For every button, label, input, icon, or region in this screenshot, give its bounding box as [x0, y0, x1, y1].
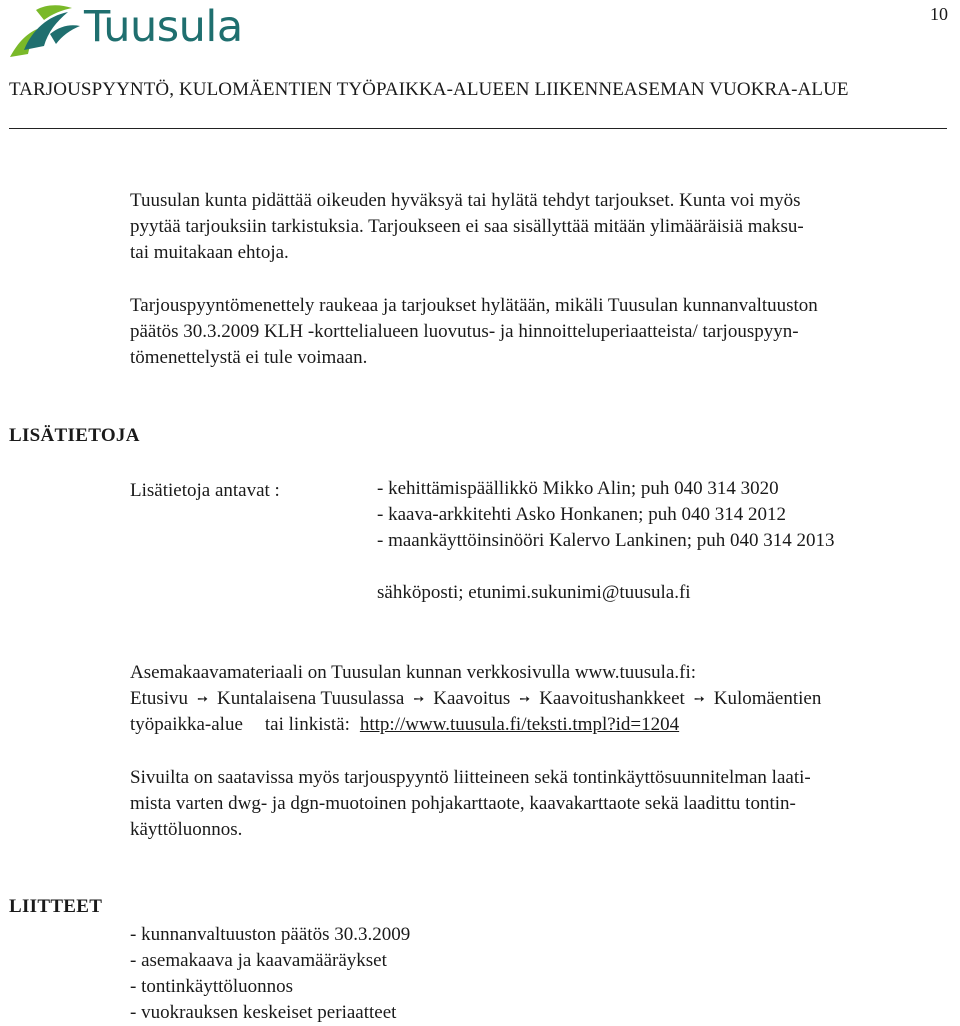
right-arrow-icon: ➙ [519, 692, 531, 707]
document-title: TARJOUSPYYNTÖ, KULOMÄENTIEN TYÖPAIKKA-ALUEEN LIIKENNEASEMAN VUOKRA-ALUE [9, 79, 849, 100]
extra-para-line1: Sivuilta on saatavissa myös tarjouspyyntö liitteineen sekä tontinkäyttösuunnitelman laati- [130, 767, 811, 788]
nav-path-kaavoitushankkeet: Kaavoitushankkeet [539, 688, 685, 709]
extra-para-line3: käyttöluonnos. [130, 819, 243, 840]
right-arrow-icon: ➙ [693, 692, 705, 707]
intro-para1-line3: tai muitakaan ehtoja. [130, 242, 289, 263]
intro-para1-line2: pyytää tarjouksiin tarkistuksia. Tarjoukseen ei saa sisällyttää mitään ylimääräisiä maksu- [130, 216, 804, 237]
logo-text: Tuusula [84, 2, 243, 52]
header-divider [9, 128, 947, 129]
right-arrow-icon: ➙ [197, 692, 208, 707]
nav-path-etusivu: Etusivu [130, 688, 189, 709]
nav-path-kulomaentien: Kulomäentien [713, 688, 822, 709]
right-arrow-icon: ➙ [413, 692, 425, 707]
nav-path-kaavoitus: Kaavoitus [433, 688, 511, 709]
attachment-item: - asemakaava ja kaavamääräykset [130, 950, 387, 971]
page-number: 10 [930, 4, 948, 24]
extra-para-line2: mista varten dwg- ja dgn-muotoinen pohjakarttaote, kaavakarttaote sekä laadittu tontin- [130, 793, 796, 814]
link-label: tai linkistä: [264, 714, 350, 735]
nav-path-kuntalaisena: Kuntalaisena Tuusulassa [216, 688, 405, 709]
contact-item-honkanen: - kaava-arkkitehti Asko Honkanen; puh 040 314 2012 [377, 504, 786, 525]
attachment-item: - tontinkäyttöluonnos [130, 976, 294, 997]
tuusula-link[interactable]: http://www.tuusula.fi/teksti.tmpl?id=1204 [359, 714, 680, 735]
attachment-item: - vuokrauksen keskeiset periaatteet [130, 1002, 397, 1023]
intro-para1-line1: Tuusulan kunta pidättää oikeuden hyväksyä tai hylätä tehdyt tarjoukset. Kunta voi myös [130, 190, 801, 211]
contact-label: Lisätietoja antavat : [130, 480, 280, 501]
nav-path-line2 [130, 712, 679, 738]
nav-path [130, 686, 821, 713]
contact-email: sähköposti; etunimi.sukunimi@tuusula.fi [377, 582, 691, 603]
nav-path-tyopaikka: työpaikka-alue [130, 714, 243, 735]
intro-para2-line1: Tarjouspyyntömenettely raukeaa ja tarjoukset hylätään, mikäli Tuusulan kunnanvaltuuston [130, 295, 818, 316]
tuusula-logo [6, 2, 296, 60]
attachment-item: - kunnanvaltuuston päätös 30.3.2009 [130, 924, 411, 945]
material-line: Asemakaavamateriaali on Tuusulan kunnan verkkosivulla www.tuusula.fi: [130, 662, 697, 683]
contact-item-alin: - kehittämispäällikkö Mikko Alin; puh 040 314 3020 [377, 478, 779, 499]
section-heading-lisatietoja: LISÄTIETOJA [9, 425, 140, 446]
intro-para2-line2: päätös 30.3.2009 KLH -korttelialueen luovutus- ja hinnoitteluperiaatteista/ tarjouspyyn- [130, 321, 799, 342]
tuusula-logo-mark-icon [6, 2, 84, 62]
intro-para2-line3: tömenettelystä ei tule voimaan. [130, 347, 368, 368]
section-heading-liitteet: LIITTEET [9, 896, 103, 917]
contact-item-lankinen: - maankäyttöinsinööri Kalervo Lankinen; puh 040 314 2013 [377, 530, 835, 551]
